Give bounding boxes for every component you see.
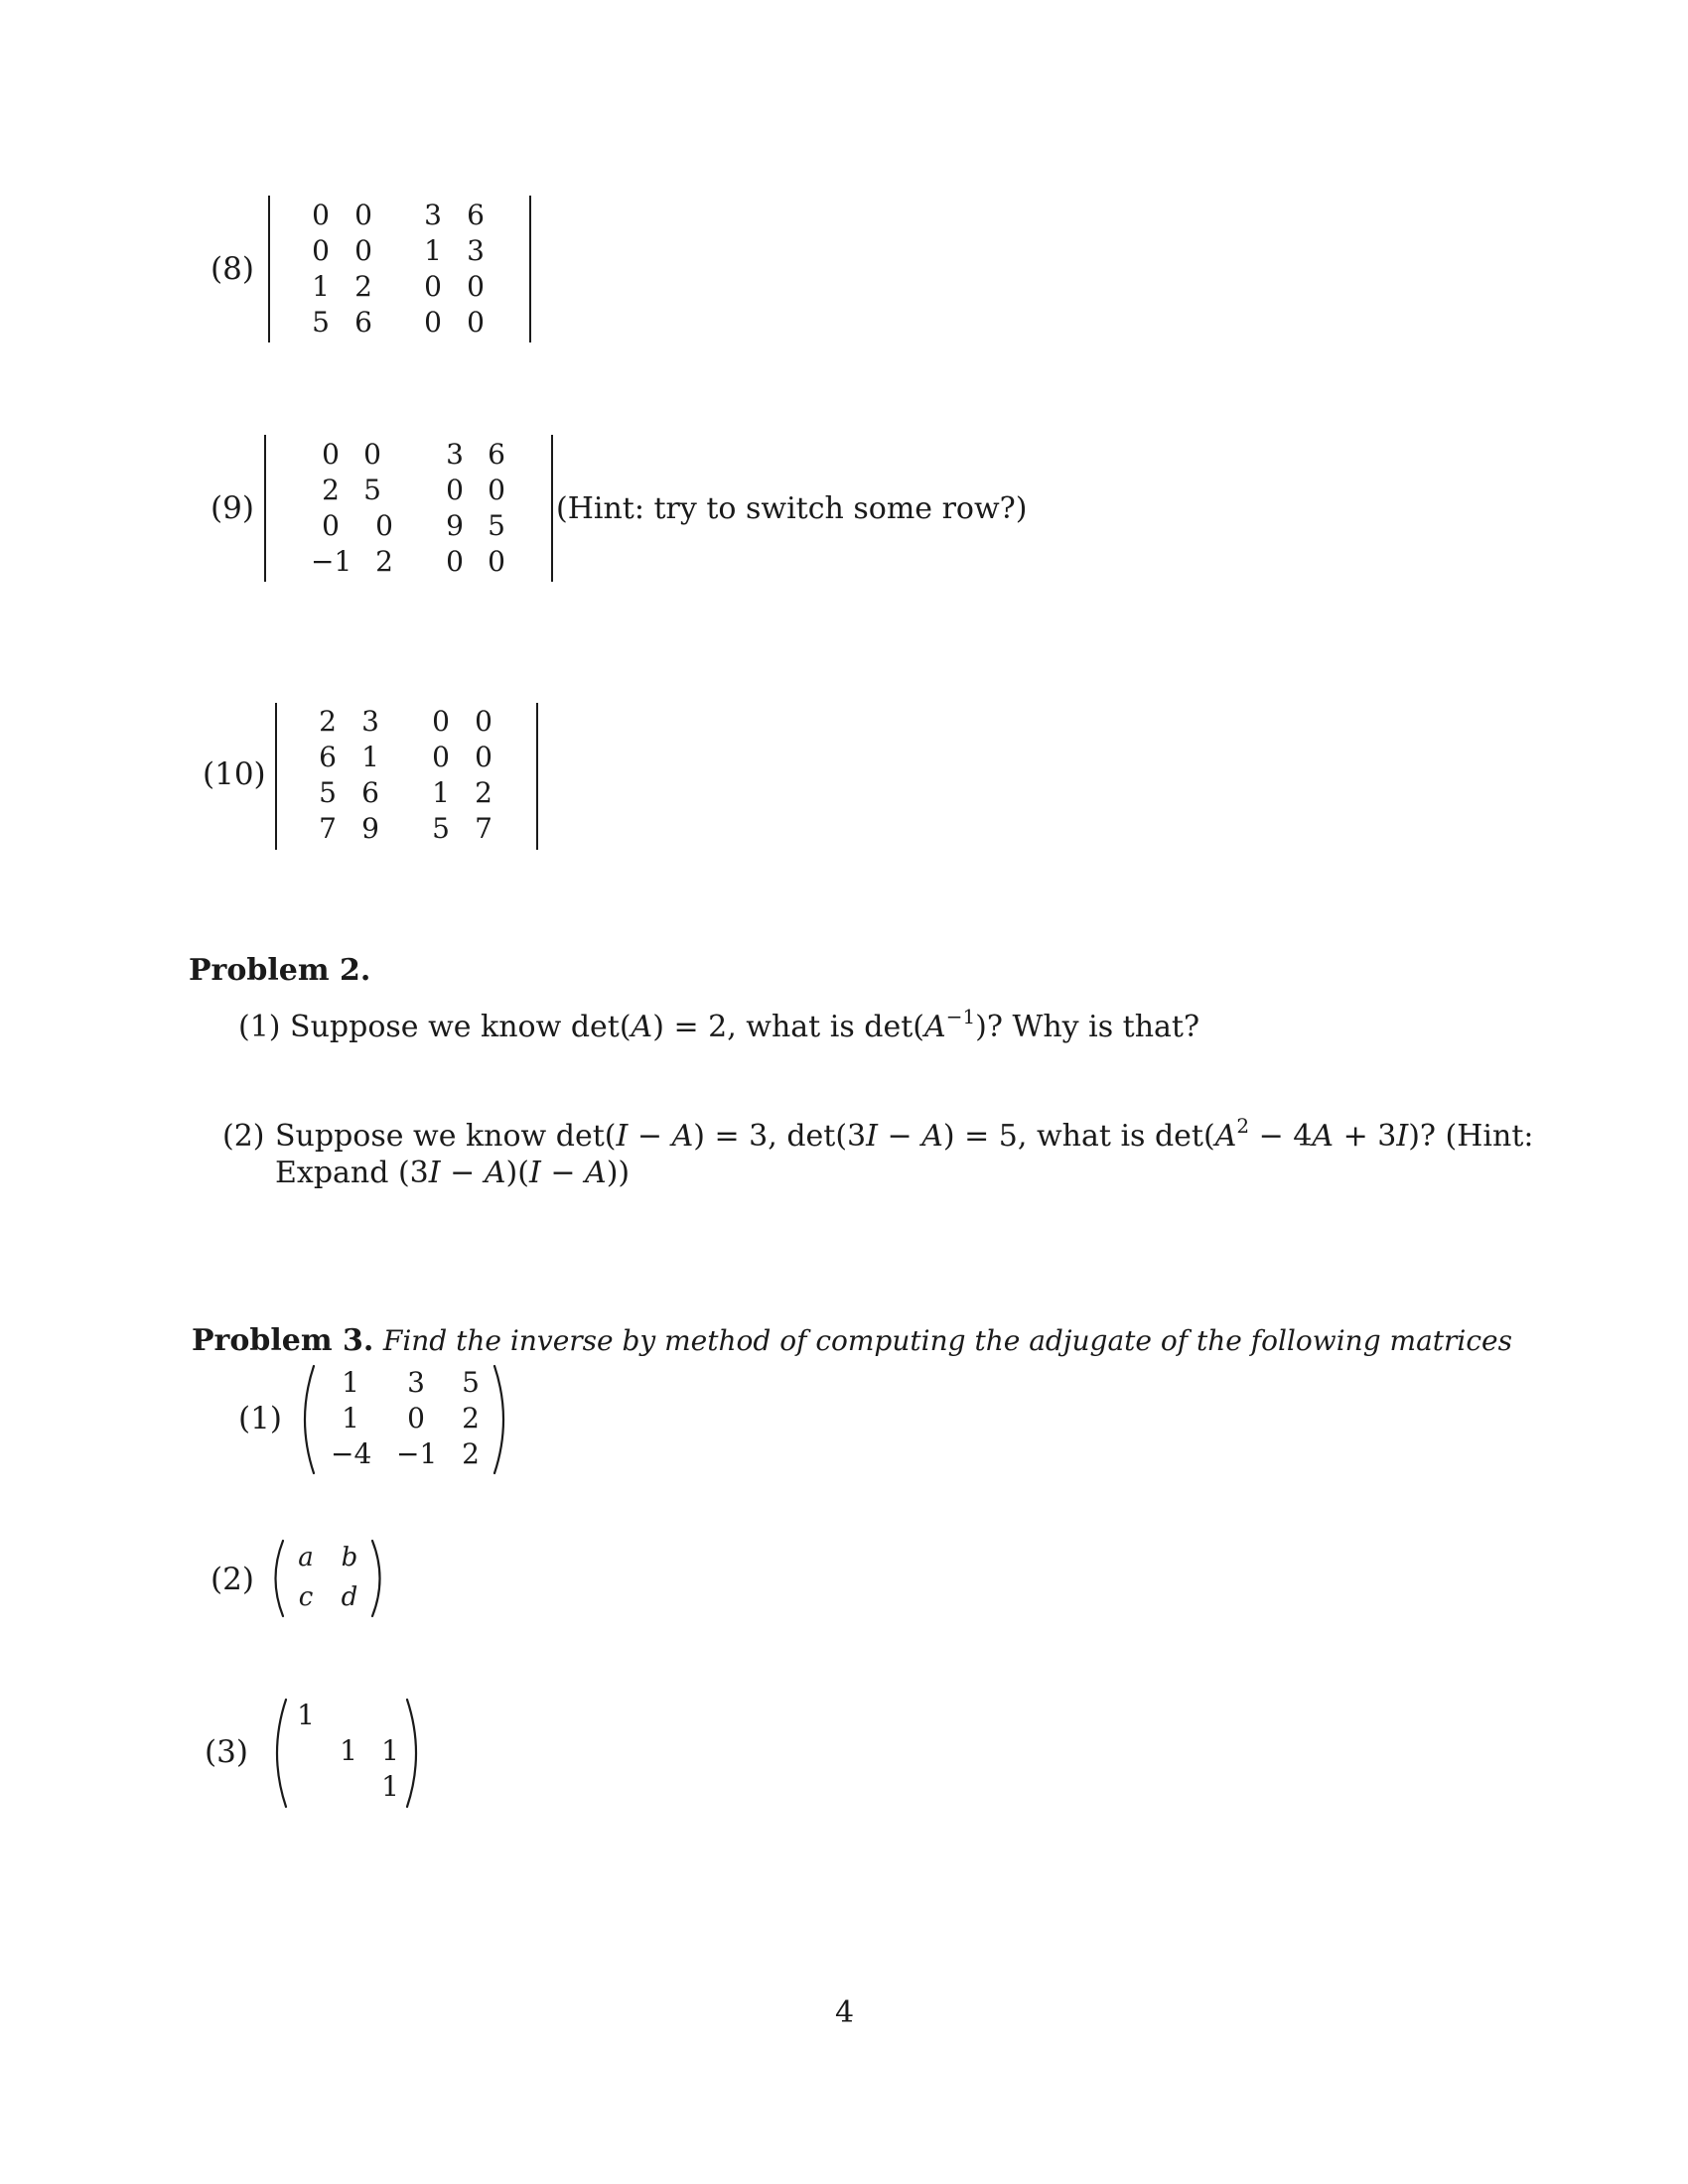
matrix-entry: 3 bbox=[407, 1366, 425, 1399]
variable: A bbox=[671, 1119, 694, 1154]
matrix-entry: 0 bbox=[322, 509, 340, 542]
matrix-entry: 2 bbox=[322, 474, 340, 506]
matrix-entry: 0 bbox=[475, 741, 492, 773]
text: )? (Hint: bbox=[1408, 1119, 1534, 1154]
text: + 3 bbox=[1334, 1119, 1397, 1154]
part-number: (8) bbox=[211, 251, 254, 287]
variable: A bbox=[631, 1010, 653, 1044]
text: − bbox=[440, 1156, 485, 1190]
matrix-entry: 2 bbox=[462, 1402, 480, 1434]
matrix-entry: 3 bbox=[446, 438, 464, 471]
matrix-entry: 1 bbox=[312, 270, 330, 303]
matrix-entry: −1 bbox=[311, 545, 352, 578]
matrix-entry: 7 bbox=[319, 812, 337, 845]
text: − bbox=[540, 1156, 586, 1190]
matrix-entry: 5 bbox=[312, 306, 330, 339]
question-number: (2) bbox=[222, 1119, 265, 1154]
matrix-entry: 3 bbox=[424, 199, 442, 231]
text: Suppose we know det( bbox=[275, 1119, 617, 1154]
variable: A bbox=[1312, 1119, 1335, 1154]
matrix-entry: −4 bbox=[331, 1437, 372, 1470]
matrix-entry: 1 bbox=[381, 1770, 399, 1803]
matrix-entry: 6 bbox=[354, 306, 372, 339]
matrix-entry: 1 bbox=[297, 1699, 315, 1731]
matrix-entry: 1 bbox=[361, 741, 379, 773]
matrix-entry: a bbox=[298, 1543, 314, 1572]
hint-text: (Hint: try to switch some row?) bbox=[556, 491, 1028, 526]
variable: I bbox=[528, 1156, 541, 1190]
part-number: (9) bbox=[211, 490, 254, 526]
variable: I bbox=[428, 1156, 441, 1190]
superscript: 2 bbox=[1236, 1114, 1250, 1138]
matrix-entry: 5 bbox=[462, 1366, 480, 1399]
matrix-entry: 3 bbox=[361, 705, 379, 738]
matrix-entry: 0 bbox=[424, 270, 442, 303]
matrix-entry: 5 bbox=[363, 474, 381, 506]
matrix-entry: 0 bbox=[375, 509, 393, 542]
variable: A bbox=[921, 1119, 943, 1154]
matrix-entry: 0 bbox=[467, 270, 485, 303]
text: )) bbox=[606, 1156, 631, 1190]
page-number: 4 bbox=[835, 1995, 855, 2030]
text: − bbox=[628, 1119, 672, 1154]
variable: A bbox=[585, 1156, 607, 1190]
matrix-entry: 1 bbox=[424, 234, 442, 267]
text: ) = 3, det(3 bbox=[693, 1119, 867, 1154]
determinant-bar-right bbox=[551, 435, 553, 582]
variable: A bbox=[1214, 1119, 1237, 1154]
text: )? Why is that? bbox=[975, 1010, 1200, 1044]
matrix-entry: 0 bbox=[354, 199, 372, 231]
matrix-entry: 0 bbox=[446, 545, 464, 578]
problem-2-question-1 bbox=[238, 1005, 1200, 1044]
problem-3-instruction: Find the inverse by method of computing the adjugate of the following matrices bbox=[382, 1324, 1512, 1357]
matrix-entry: 2 bbox=[375, 545, 393, 578]
problem-2-question-2-line-1 bbox=[275, 1114, 1534, 1154]
matrix-entry: 3 bbox=[467, 234, 485, 267]
matrix-entry: b bbox=[341, 1543, 358, 1572]
left-parenthesis bbox=[294, 1364, 318, 1475]
determinant-bar-right bbox=[529, 196, 531, 342]
matrix-entry: 2 bbox=[319, 705, 337, 738]
matrix-entry: 0 bbox=[488, 545, 505, 578]
matrix-entry: 5 bbox=[432, 812, 450, 845]
matrix-entry: 9 bbox=[361, 812, 379, 845]
text: Expand (3 bbox=[275, 1156, 429, 1190]
determinant-bar-right bbox=[536, 703, 538, 850]
variable: I bbox=[866, 1119, 878, 1154]
matrix-entry: 9 bbox=[446, 509, 464, 542]
matrix-entry: 0 bbox=[354, 234, 372, 267]
matrix-entry: d bbox=[341, 1582, 358, 1612]
problem-2-heading: Problem 2. bbox=[189, 953, 371, 988]
matrix-entry: 6 bbox=[488, 438, 505, 471]
text: Suppose we know det( bbox=[290, 1010, 632, 1044]
matrix-entry: 2 bbox=[354, 270, 372, 303]
matrix-entry: 0 bbox=[322, 438, 340, 471]
text: − 4 bbox=[1249, 1119, 1313, 1154]
problem-3-heading: Problem 3. bbox=[192, 1323, 374, 1358]
matrix-entry: 6 bbox=[467, 199, 485, 231]
matrix-entry: 5 bbox=[319, 776, 337, 809]
matrix-entry: 2 bbox=[462, 1437, 480, 1470]
text: ) = 5, what is det( bbox=[942, 1119, 1215, 1154]
determinant-bar-left bbox=[264, 435, 266, 582]
matrix-entry: 6 bbox=[319, 741, 337, 773]
superscript: −1 bbox=[945, 1005, 976, 1028]
matrix-number: (3) bbox=[205, 1734, 248, 1770]
matrix-entry: 0 bbox=[312, 199, 330, 231]
determinant-bar-left bbox=[268, 196, 270, 342]
matrix-entry: −1 bbox=[396, 1437, 438, 1470]
matrix-entry: 0 bbox=[432, 741, 450, 773]
matrix-entry: 2 bbox=[475, 776, 492, 809]
variable: I bbox=[1396, 1119, 1409, 1154]
left-parenthesis bbox=[266, 1539, 286, 1618]
question-number: (1) bbox=[238, 1010, 281, 1044]
variable: A bbox=[924, 1010, 946, 1044]
matrix-number: (2) bbox=[211, 1562, 254, 1597]
determinant-bar-left bbox=[275, 703, 277, 850]
matrix-entry: c bbox=[298, 1582, 314, 1612]
matrix-entry: 0 bbox=[407, 1402, 425, 1434]
matrix-entry: 0 bbox=[424, 306, 442, 339]
matrix-entry: 5 bbox=[488, 509, 505, 542]
matrix-entry: 0 bbox=[446, 474, 464, 506]
variable: I bbox=[616, 1119, 629, 1154]
matrix-entry: 1 bbox=[381, 1734, 399, 1767]
matrix-entry: 7 bbox=[475, 812, 492, 845]
matrix-entry: 0 bbox=[475, 705, 492, 738]
right-parenthesis bbox=[369, 1539, 389, 1618]
matrix-entry: 0 bbox=[312, 234, 330, 267]
matrix-entry: 1 bbox=[342, 1366, 359, 1399]
variable: A bbox=[484, 1156, 506, 1190]
matrix-entry: 0 bbox=[488, 474, 505, 506]
matrix-entry: 1 bbox=[340, 1734, 357, 1767]
text: − bbox=[878, 1119, 922, 1154]
matrix-entry: 1 bbox=[342, 1402, 359, 1434]
matrix-number: (1) bbox=[238, 1401, 282, 1436]
matrix-entry: 0 bbox=[432, 705, 450, 738]
problem-2-question-2-line-2 bbox=[275, 1156, 631, 1190]
matrix-entry: 6 bbox=[361, 776, 379, 809]
text: )( bbox=[505, 1156, 529, 1190]
part-number: (10) bbox=[203, 756, 266, 792]
problem-3-header bbox=[192, 1323, 1512, 1358]
right-parenthesis bbox=[491, 1364, 514, 1475]
matrix-entry: 1 bbox=[432, 776, 450, 809]
matrix-entry: 0 bbox=[467, 306, 485, 339]
text: ) = 2, what is det( bbox=[652, 1010, 925, 1044]
matrix-entry: 0 bbox=[363, 438, 381, 471]
